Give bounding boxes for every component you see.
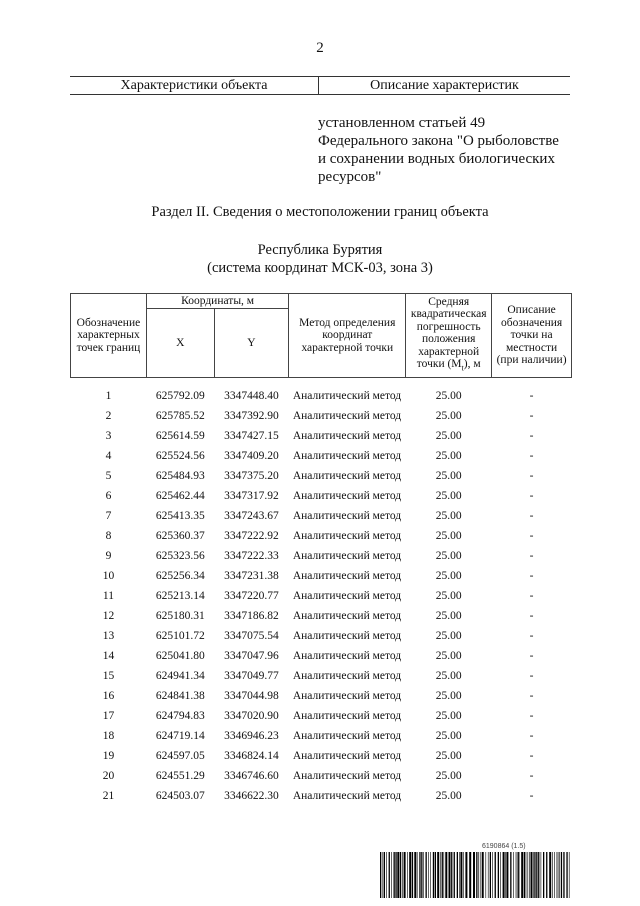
method-cell: Аналитический метод — [292, 410, 402, 422]
table-row — [71, 706, 572, 726]
coord-y-cell: 3347427.15 — [224, 430, 279, 442]
coord-x-cell: 625180.31 — [155, 610, 205, 622]
page-number: 2 — [316, 40, 324, 56]
method-cell: Аналитический метод — [292, 670, 402, 682]
error-cell: 25.00 — [435, 430, 462, 442]
error-cell: 25.00 — [435, 390, 462, 402]
coord-y-cell: 3347231.38 — [224, 570, 279, 582]
description-cell: - — [529, 510, 534, 522]
coord-x-cell: 624941.34 — [155, 670, 205, 682]
coord-y-cell: 3346622.30 — [224, 790, 279, 802]
method-cell: Аналитический метод — [292, 550, 402, 562]
coord-y-cell: 3347243.67 — [224, 510, 279, 522]
coord-y-cell: 3347075.54 — [224, 630, 279, 642]
point-number-cell: 6 — [105, 490, 112, 502]
coord-x-cell: 625323.56 — [155, 550, 205, 562]
point-number-cell: 20 — [102, 770, 115, 782]
description-cell: - — [529, 530, 534, 542]
description-cell: - — [529, 630, 534, 642]
table-row — [71, 626, 572, 646]
description-cell: - — [529, 610, 534, 622]
coord-x-cell: 625041.80 — [155, 650, 205, 662]
error-cell: 25.00 — [435, 750, 462, 762]
point-number-cell: 14 — [102, 650, 115, 662]
method-cell: Аналитический метод — [292, 630, 402, 642]
point-number-cell: 5 — [105, 470, 112, 482]
coord-y-cell: 3347222.33 — [224, 550, 279, 562]
table-row — [71, 546, 572, 566]
point-number-cell: 1 — [105, 390, 112, 402]
coord-y-cell: 3347317.92 — [224, 490, 279, 502]
coord-x-cell: 625484.93 — [155, 470, 205, 482]
error-cell: 25.00 — [435, 450, 462, 462]
table-row — [71, 786, 572, 806]
header-error: Средняя квадратическая погрешность положения характерной точки $(M_t)$, м — [406, 294, 492, 378]
point-number-cell: 12 — [102, 610, 115, 622]
coord-x-cell: 624719.14 — [155, 730, 205, 742]
coord-y-cell: 3347020.90 — [224, 710, 279, 722]
method-cell: Аналитический метод — [292, 490, 402, 502]
coord-y-cell: 3346946.23 — [224, 730, 279, 742]
coord-x-cell: 624597.05 — [155, 750, 205, 762]
error-cell: 25.00 — [435, 770, 462, 782]
table-row — [71, 666, 572, 686]
table-row — [71, 526, 572, 546]
coord-x-cell: 625213.14 — [155, 590, 205, 602]
description-cell: - — [529, 670, 534, 682]
coord-y-cell: 3347049.77 — [224, 670, 279, 682]
coord-x-cell: 624841.38 — [155, 690, 205, 702]
point-number-cell: 11 — [102, 590, 114, 602]
point-number-cell: 9 — [105, 550, 112, 562]
description-cell: - — [529, 410, 534, 422]
characteristics-header — [70, 76, 570, 95]
header-description: Описание обозначения точки на местности (при наличии) — [492, 294, 572, 378]
table-row — [71, 726, 572, 746]
method-cell: Аналитический метод — [292, 790, 402, 802]
coord-y-cell: 3347044.98 — [224, 690, 279, 702]
method-cell: Аналитический метод — [292, 570, 402, 582]
error-cell: 25.00 — [435, 790, 462, 802]
description-line: и сохранении водных биологических — [318, 151, 555, 167]
error-cell: 25.00 — [435, 610, 462, 622]
method-cell: Аналитический метод — [292, 530, 402, 542]
error-cell: 25.00 — [435, 650, 462, 662]
coord-y-cell: 3347220.77 — [224, 590, 279, 602]
coord-x-cell: 624794.83 — [155, 710, 205, 722]
point-number-cell: 2 — [105, 410, 112, 422]
coord-x-cell: 625413.35 — [155, 510, 205, 522]
error-cell: 25.00 — [435, 490, 462, 502]
coord-y-cell: 3347047.96 — [224, 650, 279, 662]
point-number-cell: 18 — [102, 730, 115, 742]
table-row — [71, 686, 572, 706]
error-cell: 25.00 — [435, 570, 462, 582]
error-cell: 25.00 — [435, 590, 462, 602]
table-row — [71, 486, 572, 506]
error-cell: 25.00 — [435, 630, 462, 642]
table-row — [71, 466, 572, 486]
point-number-cell: 19 — [102, 750, 115, 762]
coord-x-cell: 625524.56 — [155, 450, 205, 462]
region-name: Республика Бурятия — [257, 242, 383, 258]
table-row — [71, 506, 572, 526]
header-point-designation: Обозначение характерных точек границ — [71, 294, 147, 378]
table-row — [71, 566, 572, 586]
description-cell: - — [529, 550, 534, 562]
coord-x-cell: 625785.52 — [155, 410, 205, 422]
header-method: Метод определения координат характерной точки — [289, 294, 406, 378]
barcode-number: 6190864 (1.5) — [482, 843, 526, 850]
method-cell: Аналитический метод — [292, 730, 402, 742]
method-cell: Аналитический метод — [292, 510, 402, 522]
description-cell: - — [529, 690, 534, 702]
point-number-cell: 8 — [105, 530, 112, 542]
coord-y-cell: 3347186.82 — [224, 610, 279, 622]
coord-y-cell: 3347392.90 — [224, 410, 279, 422]
coord-y-cell: 3347448.40 — [224, 390, 279, 402]
point-number-cell: 3 — [105, 430, 112, 442]
point-number-cell: 16 — [102, 690, 115, 702]
method-cell: Аналитический метод — [292, 690, 402, 702]
table-row — [71, 446, 572, 466]
method-cell: Аналитический метод — [292, 450, 402, 462]
characteristics-header-object: Характеристики объекта — [120, 78, 268, 93]
coord-x-cell: 625256.34 — [155, 570, 205, 582]
description-line: установленном статьей 49 — [318, 115, 486, 131]
table-row — [71, 406, 572, 426]
table-row — [71, 426, 572, 446]
description-cell: - — [529, 790, 534, 802]
coord-x-cell: 624551.29 — [155, 770, 205, 782]
table-row — [71, 378, 572, 407]
error-cell: 25.00 — [435, 410, 462, 422]
error-cell: 25.00 — [435, 690, 462, 702]
description-cell: - — [529, 450, 534, 462]
error-cell: 25.00 — [435, 710, 462, 722]
coord-y-cell: 3346746.60 — [224, 770, 279, 782]
method-cell: Аналитический метод — [292, 650, 402, 662]
method-cell: Аналитический метод — [292, 710, 402, 722]
description-cell: - — [529, 710, 534, 722]
section-title: Раздел II. Сведения о местоположении границ объекта — [151, 204, 489, 220]
description-cell: - — [529, 590, 534, 602]
error-cell: 25.00 — [435, 670, 462, 682]
method-cell: Аналитический метод — [292, 470, 402, 482]
description-line: Федерального закона "О рыболовстве — [318, 133, 559, 149]
point-number-cell: 17 — [102, 710, 115, 722]
error-cell: 25.00 — [435, 470, 462, 482]
coord-x-cell: 625360.37 — [155, 530, 205, 542]
coordinates-table — [70, 293, 572, 806]
coord-x-cell: 624503.07 — [155, 790, 205, 802]
point-number-cell: 7 — [105, 510, 112, 522]
point-number-cell: 15 — [102, 670, 115, 682]
barcode-image — [380, 852, 572, 898]
method-cell: Аналитический метод — [292, 430, 402, 442]
characteristic-description — [318, 114, 578, 186]
error-cell: 25.00 — [435, 530, 462, 542]
coord-y-cell: 3347409.20 — [224, 450, 279, 462]
description-cell: - — [529, 570, 534, 582]
coord-y-cell: 3347375.20 — [224, 470, 279, 482]
coord-x-cell: 625101.72 — [155, 630, 205, 642]
point-number-cell: 21 — [102, 790, 115, 802]
characteristics-header-description: Описание характеристик — [370, 78, 519, 93]
table-row — [71, 586, 572, 606]
header-x: X — [146, 309, 214, 378]
point-number-cell: 4 — [105, 450, 112, 462]
description-cell: - — [529, 470, 534, 482]
table-row — [71, 746, 572, 766]
description-cell: - — [529, 770, 534, 782]
method-cell: Аналитический метод — [292, 610, 402, 622]
error-cell: 25.00 — [435, 510, 462, 522]
method-cell: Аналитический метод — [292, 590, 402, 602]
method-cell: Аналитический метод — [292, 750, 402, 762]
region-block — [0, 241, 640, 277]
header-y: Y — [214, 309, 289, 378]
method-cell: Аналитический метод — [292, 770, 402, 782]
table-row — [71, 606, 572, 626]
table-body — [71, 378, 572, 807]
point-number-cell: 10 — [102, 570, 115, 582]
coord-y-cell: 3346824.14 — [224, 750, 279, 762]
description-cell: - — [529, 430, 534, 442]
table-row — [71, 766, 572, 786]
coord-x-cell: 625462.44 — [155, 490, 205, 502]
description-line: ресурсов" — [318, 169, 382, 185]
description-cell: - — [529, 650, 534, 662]
coordinates-table-wrapper — [70, 293, 572, 806]
description-cell: - — [529, 750, 534, 762]
point-number-cell: 13 — [102, 630, 115, 642]
method-cell: Аналитический метод — [292, 390, 402, 402]
description-cell: - — [529, 730, 534, 742]
error-cell: 25.00 — [435, 550, 462, 562]
coordinate-system: (система координат МСК-03, зона 3) — [207, 260, 433, 276]
coord-x-cell: 625614.59 — [155, 430, 205, 442]
coord-y-cell: 3347222.92 — [224, 530, 279, 542]
coord-x-cell: 625792.09 — [155, 390, 205, 402]
description-cell: - — [529, 390, 534, 402]
error-cell: 25.00 — [435, 730, 462, 742]
table-row — [71, 646, 572, 666]
header-coordinates: Координаты, м — [146, 294, 288, 309]
description-cell: - — [529, 490, 534, 502]
